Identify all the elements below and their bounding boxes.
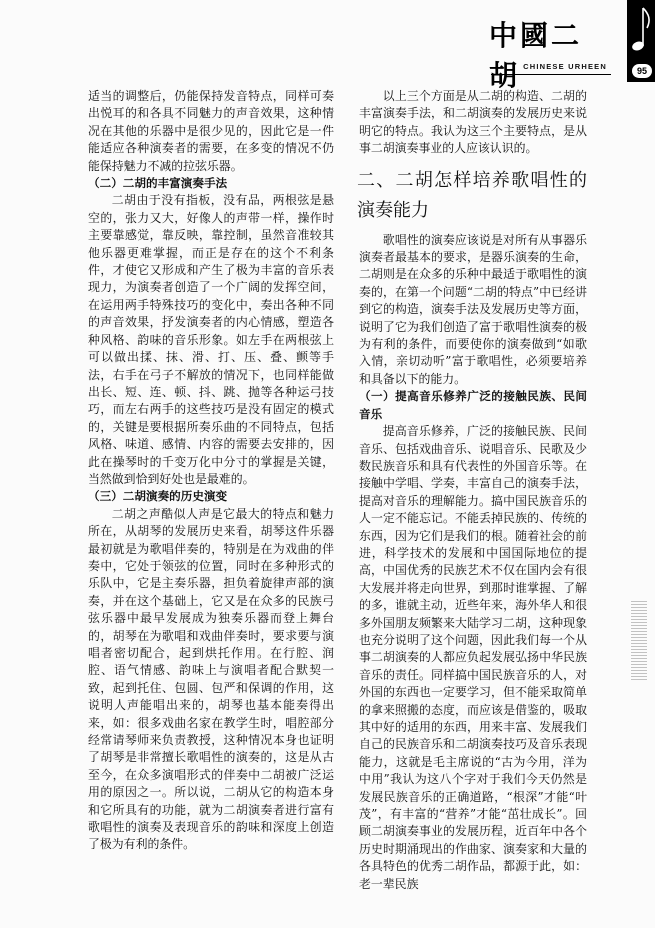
chapter-heading: 二、二胡怎样培养歌唱性的演奏能力 — [357, 169, 587, 221]
page-number: 95 — [632, 64, 652, 78]
paragraph: 适当的调整后，仍能保持发音特点，同样可奏出悦耳的和各具不同魅力的声音效果，这种情况在其他的乐器中是很少见的，因此它是一件能适应各种演奏者的需要，在多变的情况不仍能保持魅力不减的拉弦乐器。 — [88, 89, 334, 173]
paragraph: 二胡之声酷似人声是它最大的特点和魅力所在，从胡琴的发展历史来看，胡琴这件乐器最初就是为歌唱伴奏的，特别是在为戏曲的伴奏中，它处于领弦的位置，同时在多种形式的乐队中，它是主奏乐器，担负着旋律声部的演奏，并在这个基础上，它又是在众多的民族弓弦乐器中最早发展成为独奏乐器而登上舞台的，胡琴在为歌唱和戏曲伴奏时，要求要与演唱者密切配合，起到烘托作用。在行腔、润腔、语气情感、韵味上与演唱者配合默契一致，起到托住、包圆、包严和保调的作用，这说明人声能唱出来的，胡琴也基本能奏得出来，如：很多戏曲名家在教学生时，唱腔部分经常请琴师来负责教授，这种情况本身也证明了胡琴是非常擅长歌唱性的演奏的，这是从古至今，在众多演唱形式的伴奏中二胡被广泛运用的原因之一。所以说，二胡从它的构造本身和它所具有的功能，就为二胡演奏者进行富有歌唱性的演奏及表现音乐的韵味和深度上创造了极为有利的条件。 — [88, 506, 334, 852]
left-column — [88, 88, 334, 854]
music-note-icon — [627, 0, 655, 82]
section-heading: （二）二胡的丰富演奏手法 — [88, 176, 228, 191]
section-heading: （一）提高音乐修养广泛的接触民族、民间音乐 — [359, 389, 587, 421]
brand-subtitle: CHINESE URHEEN — [523, 62, 607, 71]
scan-artifact — [631, 600, 647, 680]
brand-header — [489, 12, 629, 92]
brand-logo: 中國二胡 — [489, 19, 583, 92]
paragraph: 以上三个方面是从二胡的构造、二胡的丰富演奏手法，和二胡演奏的发展历史来说明它的特点。我认为这三个主要特点，是从事二胡演奏事业的人应该认识的。 — [359, 89, 587, 156]
paragraph: 二胡由于没有指板，没有品，两根弦是悬空的，张力又大，好像人的声带一样，操作时主要靠感觉，靠反映，靠控制，虽然音准较其他乐器更难掌握，而正是存在的这个不利条件，才使它又形成和产生了极为丰富的音乐表现力，为演奏者创造了一个广阔的发挥空间，在运用两手特殊技巧的变化中，奏出各种不同的声音效果，抒发演奏者的内心情感，塑造各种风格、韵味的音乐形象。如左手在两根弦上可以做出揉、抹、滑、打、压、叠、颤等手法，右手在弓子不解放的情况下，也同样能做出长、短、连、顿、抖、跳、抛等各种运弓技巧，而左右两手的这些技巧是没有固定的模式的，关键是要根据所奏乐曲的不同特点，包括风格、味道、感情、内容的需要去安排的，因此在操琴时的千变万化中分寸的掌握是关键，当然做到恰到好处也是最难的。 — [88, 193, 334, 486]
section-heading: （三）二胡演奏的历史演变 — [88, 489, 228, 504]
header-rule — [491, 74, 611, 75]
paragraph: 歌唱性的演奏应该说是对所有从事器乐演奏者最基本的要求，是器乐演奏的生命，二胡则是在众多的乐种中最适于歌唱性的演奏的，在第一个问题“二胡的特点”中已经讲到它的构造，演奏手法及发展历史等方面，说明了它为我们创造了富于歌唱性演奏的极为有利的条件，而要使你的演奏做到“如歌入情，亲切动听”富于歌唱性，必须要培养和具备以下的能力。 — [359, 232, 587, 386]
paragraph: 提高音乐修养，广泛的接触民族、民间音乐、包括戏曲音乐、说唱音乐、民歌及少数民族音乐和具有代表性的外国音乐等。在接触中学唱、学奏，丰富自己的演奏手法，提高对音乐的理解能力。搞中国民族音乐的人一定不能忘记。不能丢掉民族的、传统的东西，因为它们是我们的根。随着社会的前进，科学技术的发展和中国国际地位的提高，中国优秀的民族艺术不仅在国内会有很大发展并将走向世界，到那时谁掌握、了解的多，谁就主动，近些年来，海外华人和很多外国朋友频繁来大陆学习二胡，这种现象也充分说明了这个问题，因此我们每一个从事二胡演奏的人都应负起发展弘扬中华民族音乐的责任。同样搞中国民族音乐的人，对外国的东西也一定要学习，但不能采取简单的拿来照搬的态度，而应该是借鉴的，吸取其中好的适用的东西，用来丰富、发展我们自己的民族音乐和二胡演奏技巧及音乐表现能力，这就是毛主席说的“古为今用，洋为中用”我认为这八个字对于我们今天仍然是发展民族音乐的正确道路，“根深”才能“叶茂”，有丰富的“营养”才能“茁壮成长”。回顾二胡演奏事业的发展历程，近百年中各个历史时期涌现出的作曲家、演奏家和大量的各具特色的优秀二胡作品，都源于此，如：老一辈民族 — [359, 424, 587, 891]
right-column — [359, 88, 587, 893]
